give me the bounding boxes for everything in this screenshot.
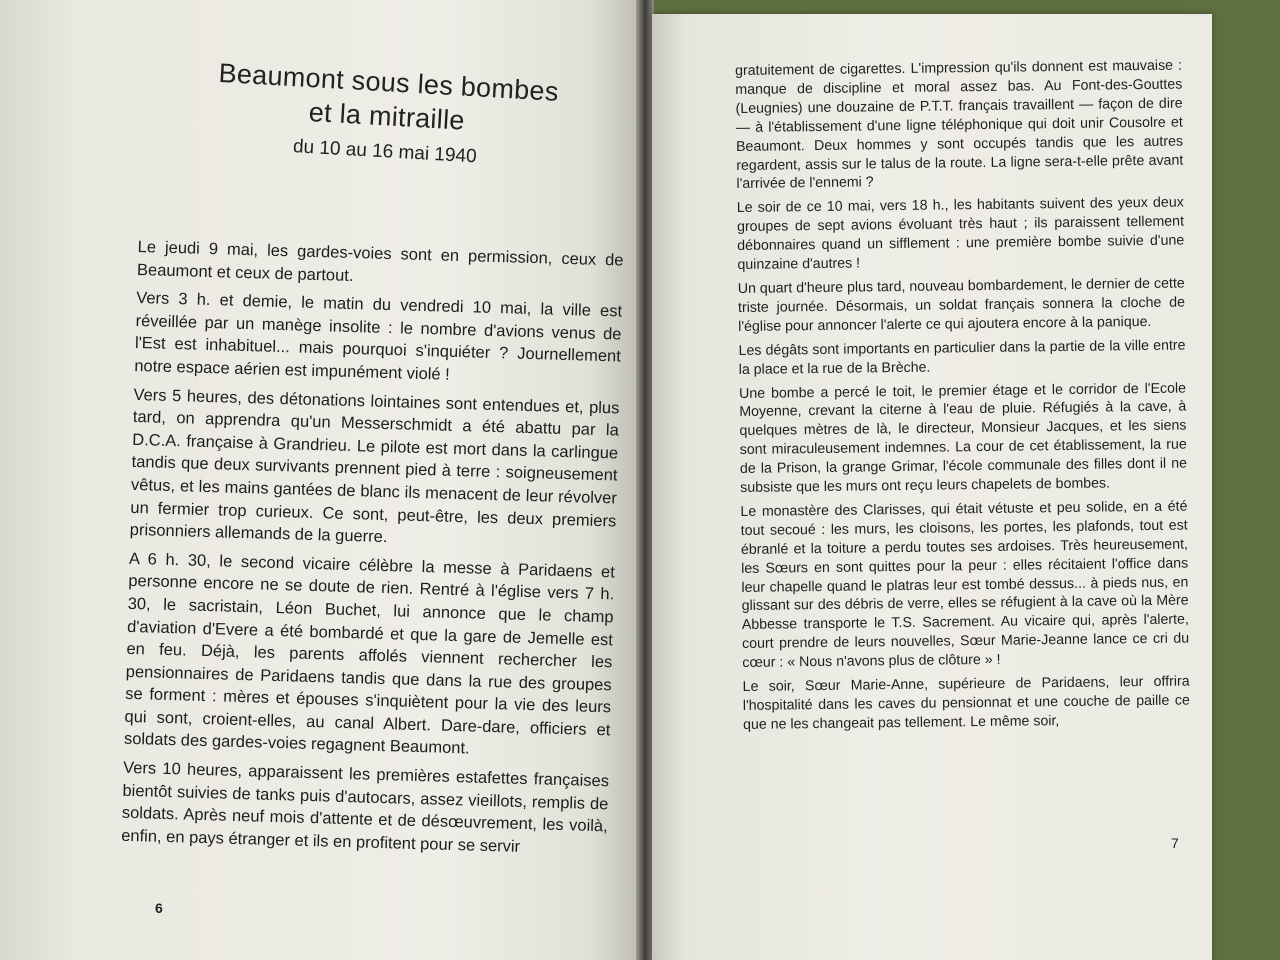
left-page-body — [121, 236, 624, 867]
paragraph: Les dégâts sont importants en particulier dans la partie de la ville entre la place et la rue de la Brèche. — [738, 337, 1186, 378]
chapter-title-line-1: Beaumont sous les bombes — [217, 57, 560, 107]
paragraph: Le jeudi 9 mai, les gardes-voies sont en permission, ceux de Beaumont et ceux de partout. — [136, 237, 624, 285]
paragraph: Une bombe a percé le toit, le premier étage et le corridor de l'Ecole Moyenne, crevant la citerne à l'eau de pluie. Réfugiés à la cave, à quelques mètres de là, le directeur, Monsieur Jacques, et les siens sont miraculeusement indemnes. La cour de cet établissement, la rue de la Prison, la grange Grimar, l'école communale des filles dont il ne subsiste que les murs ont reçu leurs chapelets de bombes. — [738, 380, 1188, 496]
paragraph: Vers 5 heures, des détonations lointaines sont entendues et, plus tard, on apprendra qu'un Messerschmidt a été abattu par la D.C.A. française à Grandrieu. Le pilote est mort dans la carlingue tandis que deux survivants prennent pied à terre : soigneusement vêtus, et les mains gantées de blanc ils menacent de leur révolver un fermier trop curieux. Ce sont, peut-être, les deux premiers prisonniers allemands de la guerre. — [129, 385, 620, 547]
page-number-left: 6 — [155, 900, 163, 916]
paragraph: Vers 3 h. et demie, le matin du vendredi 10 mai, la ville est réveillée par un manège insolite : le nombre d'avions venus de l'Est est inhabituel... mais pourquoi s'inquiéter ? Journellement notre espace aérien est impunément violé ! — [134, 289, 623, 384]
paragraph: Le monastère des Clarisses, qui était vétuste et peu solide, en a été tout secoué : les murs, les cloisons, les portes, les plafonds, tout est ébranlé et la toiture a perdu toutes ses ardoises. Très heureusement, les Sœurs en sont quittes pour la peur : elles récitaient l'office dans leur chapelle quand le platras leur est tombé dessus... à pieds nus, en glissant sur des débris de verre, elles se réfugient à la cave où la Mère Abbesse transporte le T.S. Sacrement. Au vicaire qui, après l'alerte, court prendre de leurs nouvelles, Sœur Marie-Jeanne lance ce cri du cœur : « Nous n'avons plus de clôture » ! — [740, 498, 1190, 672]
chapter-title-block — [145, 52, 630, 177]
page-number-right: 7 — [1171, 835, 1179, 851]
paragraph: Le soir de ce 10 mai, vers 18 h., les habitants suivent des yeux deux groupes de sept avions évoluant très haut ; ils paraissent tellement débonnaires quand un sifflement : une première bombe suivie d'une quinzaine d'autres ! — [736, 194, 1185, 274]
paragraph: Le soir, Sœur Marie-Anne, supérieure de Paridaens, leur offrira l'hospitalité dans les caves du pensionnat et une couche de paille ce que ne les changeait pas tellement. Le même soir, — [742, 673, 1190, 733]
chapter-subtitle: du 10 au 16 mai 1940 — [292, 136, 478, 168]
paragraph: gratuitement de cigarettes. L'impression qu'ils donnent est mauvaise : manque de discipline et moral assez bas. Au Font-des-Gouttes (Leugnies) une douzaine de P.T.T. français travaillent — façon de dire — à l'établissement d'une ligne téléphonique qui doit unir Cousolre et Beaumont. Deux hommes y sont occupés tandis que les autres regardent, assis sur le talus de la route. La ligne sera-t-elle prête avant l'arrivée de l'ennemi ? — [735, 57, 1184, 193]
paragraph: Un quart d'heure plus tard, nouveau bombardement, le dernier de cette triste journée. Désormais, un soldat français sonnera la cloche de l'église pour annoncer l'alerte ce qui ajoutera encore à la panique. — [737, 275, 1186, 335]
chapter-title-line-2: et la mitraille — [308, 96, 466, 136]
paragraph: A 6 h. 30, le second vicaire célèbre la messe à Paridaens et personne encore ne se doute de rien. Rentré à l'église vers 7 h. 30, le sacristain, Léon Buchet, lui annonce que le champ d'aviation d'Evere a été bombardé et que la gare de Jemelle est en feu. Déjà, les parents affolés viennent rechercher les pensionnaires de Paridaens tandis que dans la rue des groupes se forment : mères et épouses s'inquiètent pour la vie des leurs qui sont, croient-elles, au canal Albert. Dare-dare, officiers et soldats des gardes-voies regagnent Beaumont. — [123, 549, 616, 758]
right-page-body — [735, 57, 1190, 740]
paragraph: Vers 10 heures, apparaissent les premières estafettes françaises bientôt suivies de tanks puis d'autocars, assez vieillots, remplis de soldats. Après neuf mois d'attente et de désœuvrement, les voilà, enfin, en pays étranger et ils en profitent pour se servir — [121, 758, 610, 856]
